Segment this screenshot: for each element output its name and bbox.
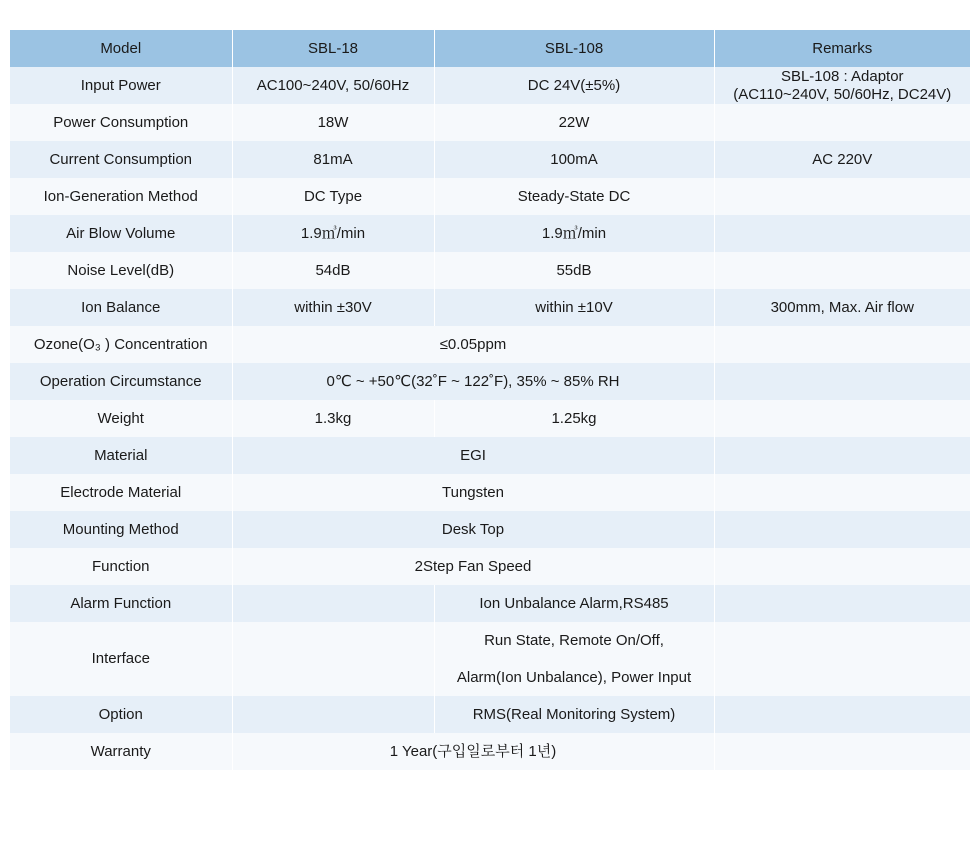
sbl18-input-power: AC100~240V, 50/60Hz	[232, 67, 434, 104]
remark-input-power	[714, 67, 970, 104]
remark-function	[714, 548, 970, 585]
remark-material	[714, 437, 970, 474]
remark-air-blow	[714, 215, 970, 252]
row-interface	[10, 622, 970, 696]
row-material	[10, 437, 970, 474]
label-input-power: Input Power	[10, 67, 232, 104]
remark-mounting	[714, 511, 970, 548]
label-interface: Interface	[10, 622, 232, 696]
sbl18-interface	[232, 622, 434, 696]
row-mounting	[10, 511, 970, 548]
label-alarm: Alarm Function	[10, 585, 232, 622]
row-electrode	[10, 474, 970, 511]
header-sbl108: SBL-108	[434, 30, 714, 67]
row-function	[10, 548, 970, 585]
row-warranty	[10, 733, 970, 770]
sbl108-option: RMS(Real Monitoring System)	[434, 696, 714, 733]
row-current-consumption	[10, 141, 970, 178]
label-air-blow: Air Blow Volume	[10, 215, 232, 252]
label-electrode: Electrode Material	[10, 474, 232, 511]
header-remarks: Remarks	[714, 30, 970, 67]
remark-warranty	[714, 733, 970, 770]
remark-weight	[714, 400, 970, 437]
row-noise	[10, 252, 970, 289]
remark-power-consumption	[714, 104, 970, 141]
sbl18-ion-generation: DC Type	[232, 178, 434, 215]
label-ion-generation: Ion-Generation Method	[10, 178, 232, 215]
label-operation: Operation Circumstance	[10, 363, 232, 400]
remark-interface	[714, 622, 970, 696]
sbl108-air-blow: 1.9㎥/min	[434, 215, 714, 252]
remark-ion-generation	[714, 178, 970, 215]
sbl108-input-power: DC 24V(±5%)	[434, 67, 714, 104]
sbl108-alarm: Ion Unbalance Alarm,RS485	[434, 585, 714, 622]
sbl108-interface-line1: Run State, Remote On/Off,	[484, 632, 664, 649]
row-weight	[10, 400, 970, 437]
sbl18-current-consumption: 81mA	[232, 141, 434, 178]
remark-input-power-line1: SBL-108 : Adaptor	[780, 67, 904, 85]
row-ion-generation	[10, 178, 970, 215]
value-operation: 0℃ ~ +50℃(32˚F ~ 122˚F), 35% ~ 85% RH	[232, 363, 714, 400]
row-power-consumption	[10, 104, 970, 141]
sbl108-power-consumption: 22W	[434, 104, 714, 141]
sbl18-power-consumption: 18W	[232, 104, 434, 141]
row-operation	[10, 363, 970, 400]
label-material: Material	[10, 437, 232, 474]
sbl108-current-consumption: 100mA	[434, 141, 714, 178]
value-mounting: Desk Top	[232, 511, 714, 548]
sbl108-weight: 1.25kg	[434, 400, 714, 437]
sbl18-ion-balance: within ±30V	[232, 289, 434, 326]
sbl108-ion-generation: Steady-State DC	[434, 178, 714, 215]
label-noise: Noise Level(dB)	[10, 252, 232, 289]
label-current-consumption: Current Consumption	[10, 141, 232, 178]
value-ozone: ≤0.05ppm	[232, 326, 714, 363]
sbl18-air-blow: 1.9㎥/min	[232, 215, 434, 252]
remark-option	[714, 696, 970, 733]
row-option	[10, 696, 970, 733]
value-function: 2Step Fan Speed	[232, 548, 714, 585]
remark-noise	[714, 252, 970, 289]
label-mounting: Mounting Method	[10, 511, 232, 548]
sbl18-alarm	[232, 585, 434, 622]
row-ozone	[10, 326, 970, 363]
label-weight: Weight	[10, 400, 232, 437]
label-ozone: Ozone(O₃ ) Concentration	[10, 326, 232, 363]
row-air-blow	[10, 215, 970, 252]
label-option: Option	[10, 696, 232, 733]
header-row	[10, 30, 970, 67]
label-ion-balance: Ion Balance	[10, 289, 232, 326]
remark-electrode	[714, 474, 970, 511]
sbl108-noise: 55dB	[434, 252, 714, 289]
value-warranty: 1 Year(구입일로부터 1년)	[232, 733, 714, 770]
sbl108-interface	[434, 622, 714, 696]
header-sbl18: SBL-18	[232, 30, 434, 67]
row-input-power	[10, 67, 970, 104]
sbl18-weight: 1.3kg	[232, 400, 434, 437]
sbl108-ion-balance: within ±10V	[434, 289, 714, 326]
remark-ion-balance: 300mm, Max. Air flow	[714, 289, 970, 326]
label-power-consumption: Power Consumption	[10, 104, 232, 141]
label-function: Function	[10, 548, 232, 585]
remark-alarm	[714, 585, 970, 622]
remark-current-consumption: AC 220V	[714, 141, 970, 178]
header-model: Model	[10, 30, 232, 67]
sbl18-option	[232, 696, 434, 733]
row-ion-balance	[10, 289, 970, 326]
value-material: EGI	[232, 437, 714, 474]
sbl18-noise: 54dB	[232, 252, 434, 289]
remark-operation	[714, 363, 970, 400]
row-alarm	[10, 585, 970, 622]
spec-table	[10, 30, 970, 770]
remark-ozone	[714, 326, 970, 363]
remark-input-power-line2: (AC110~240V, 50/60Hz, DC24V)	[733, 85, 952, 103]
label-warranty: Warranty	[10, 733, 232, 770]
sbl108-interface-line2: Alarm(Ion Unbalance), Power Input	[456, 669, 692, 686]
value-electrode: Tungsten	[232, 474, 714, 511]
